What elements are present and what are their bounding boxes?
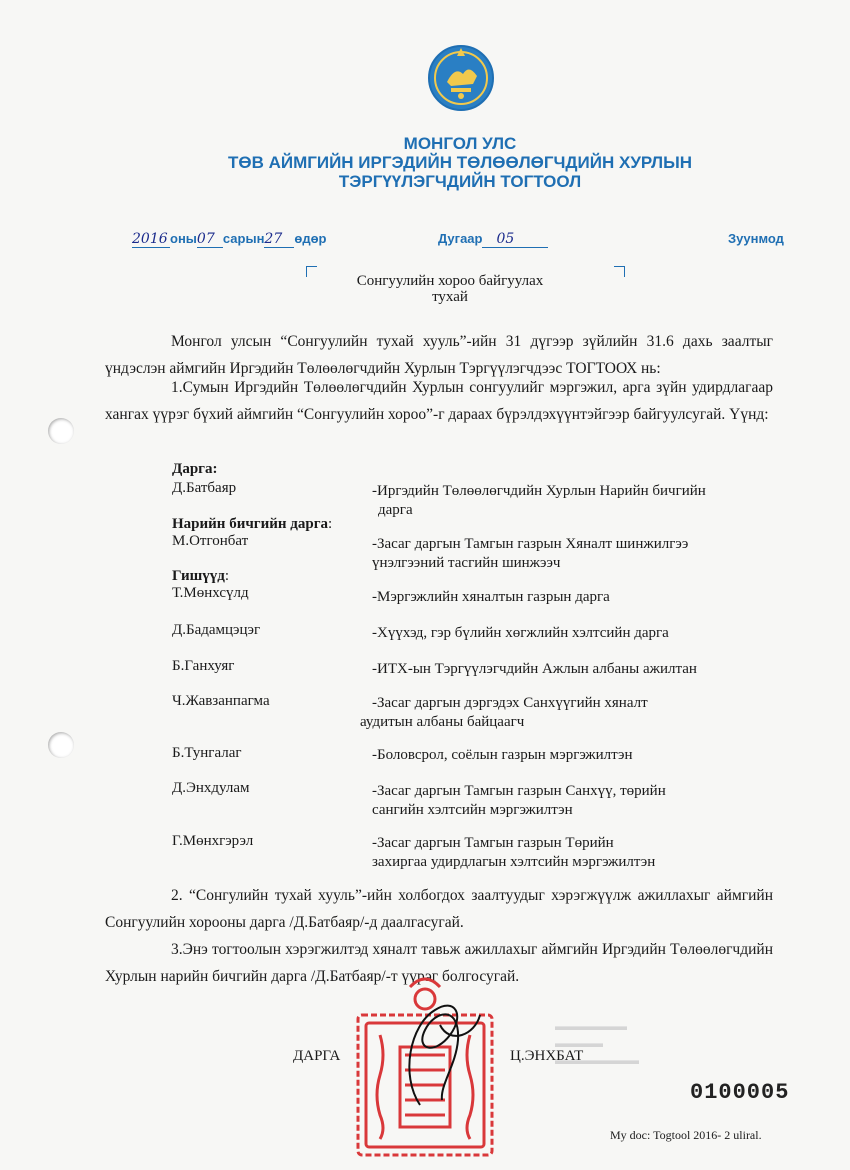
- state-emblem-icon: [425, 40, 497, 112]
- header-country: МОНГОЛ УЛС: [403, 134, 517, 153]
- member-role: -Боловсрол, соёлын газрын мэргэжилтэн: [372, 747, 633, 763]
- member-role: -Засаг даргын Тамгын газрын Хяналт шинжилгээ үнэлгээний тасгийн шинжээч: [372, 536, 689, 571]
- member-role: -Засаг даргын дэргэдэх Санхүүгийн хяналт аудитын албаны байцаагч: [360, 695, 648, 730]
- date-day: 27: [264, 231, 294, 248]
- secretary-label: Нарийн бичгийн дарга:: [172, 516, 333, 532]
- member-role: -ИТХ-ын Тэргүүлэгчдийн Ажлын албаны ажилтан: [372, 661, 697, 677]
- subject-line2: тухай: [432, 289, 468, 305]
- resolution-number: Дугаар 05: [438, 231, 548, 248]
- registration-number: 0100005: [690, 1080, 790, 1105]
- date-month: 07: [197, 231, 223, 248]
- chair-label: Дарга:: [172, 461, 218, 477]
- member-name: Д.Батбаяр: [172, 480, 237, 496]
- member-name: Б.Ганхуяг: [172, 658, 235, 674]
- subject-line1: Сонгуулийн хороо байгуулах: [356, 273, 544, 289]
- member-name: Д.Энхдулам: [172, 780, 250, 796]
- members-label: Гишүүд:: [172, 568, 230, 584]
- intro-paragraph: Монгол улсын “Сонгуулийн тухай хууль”-ийн 31 дүгээр зүйлийн 31.6 дахь заалтыг үндэслэн аймгийн Иргэдийн Төлөөлөгчдийн Хурлын Тэргүүлэгчдээс ТОГТООХ нь:: [105, 333, 773, 377]
- punch-hole: [48, 418, 74, 444]
- item1-paragraph: 1.Сумын Иргэдийн Төлөөлөгчдийн Хурлын сонгуулийг мэргэжил, арга зүйн удирдлагаар хангах үүрэг бүхий аймгийн “Сонгуулийн хороо”-г дараах бүрэлдэхүүнтэйгээр байгуулсугай. Үүнд:: [105, 379, 773, 423]
- bleed-through-text: ▬▬▬▬▬▬ ▬▬▬▬ ▬▬▬▬▬▬▬: [555, 1019, 639, 1067]
- date-year: 2016: [132, 231, 170, 248]
- resolution-number-value: 05: [482, 231, 548, 248]
- member-role: -Мэргэжлийн хяналтын газрын дарга: [372, 589, 610, 605]
- item3-paragraph: 3.Энэ тогтоолын хэрэгжилтэд хяналт тавьж ажиллахыг аймгийн Иргэдийн Төлөөлөгчдийн Хурлын нарийн бичгийн дарга /Д.Батбаяр/-т үүрэг болгосугай.: [105, 941, 773, 985]
- header-resolution: ТЭРГҮҮЛЭГЧДИЙН ТОГТООЛ: [338, 172, 582, 191]
- member-name: М.Отгонбат: [172, 533, 249, 549]
- member-role: -Иргэдийн Төлөөлөгчдийн Хурлын Нарийн бичгийн дарга: [372, 483, 706, 518]
- signatory-title: ДАРГА: [293, 1048, 341, 1064]
- member-name: Д.Бадамцэцэг: [172, 622, 261, 638]
- subject-corner-right: [614, 266, 625, 277]
- footer-note: My doc: Togtool 2016- 2 uliral.: [610, 1128, 762, 1142]
- member-role: -Засаг даргын Тамгын газрын Санхүү, төрийн сангийн хэлтсийн мэргэжилтэн: [372, 783, 666, 818]
- item2-paragraph: 2. “Сонгулийн тухай хууль”-ийн холбогдох заалтуудыг хэрэгжүүлж ажиллахыг аймгийн Сонгуулийн хорооны дарга /Д.Батбаяр/-д даалгасугай.: [105, 887, 773, 931]
- member-name: Т.Мөнхсүлд: [172, 585, 249, 601]
- member-role: -Засаг даргын Тамгын газрын Төрийн захиргаа удирдлагын хэлтсийн мэргэжилтэн: [372, 835, 656, 870]
- signatory-name: Ц.ЭНХБАТ: [510, 1048, 584, 1064]
- date-line: 2016 оны07 сарын27 өдөр: [132, 231, 327, 247]
- place-name: Зуунмод: [728, 231, 784, 246]
- member-name: Б.Тунгалаг: [172, 745, 242, 761]
- member-role: -Хүүхэд, гэр бүлийн хөгжлийн хэлтсийн дарга: [372, 625, 669, 641]
- handwritten-signature-icon: [380, 985, 490, 1115]
- member-name: Ч.Жавзанпагма: [172, 693, 270, 709]
- member-name: Г.Мөнхгэрэл: [172, 833, 254, 849]
- punch-hole: [48, 732, 74, 758]
- header-council: ТӨВ АЙМГИЙН ИРГЭДИЙН ТӨЛӨӨЛӨГЧДИЙН ХУРЛЫН: [227, 153, 693, 172]
